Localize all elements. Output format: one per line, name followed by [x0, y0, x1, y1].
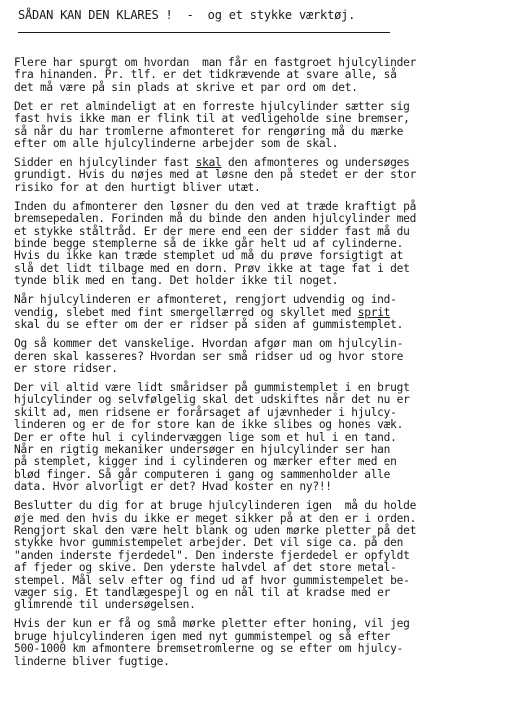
document-body [14, 57, 512, 675]
text-line: hjulcylinder og selvfølgelig skal det udskiftes når det nu er [14, 393, 410, 407]
text-line: skilt ad, men ridsene er forårsaget af ujævnheder i hjulcy- [14, 405, 397, 419]
text-line: Og så kommer det vanskelige. Hvordan afgør man om hjulcylin- [14, 337, 404, 351]
text-line: Inden du afmonterer den løsner du den ved at træde kraftigt på [14, 199, 417, 213]
underlined-word: sprit [357, 305, 391, 319]
text-segment: Sidder en hjulcylinder fast [14, 156, 196, 170]
text-line: risiko for at den hurtigt bliver utæt. [14, 180, 261, 194]
text-line: stykke hvor gummistempelet arbejder. Det vil sige ca. på den [14, 536, 404, 550]
text-line: data. Hvor alvorligt er det? Hvad koster en ny?!! [14, 480, 332, 494]
text-line: øje med den hvis du ikke er meget sikker på at den er i orden. [14, 511, 417, 525]
text-line: skal du se efter om der er ridser på siden af gummistemplet. [14, 318, 404, 332]
text-line: linderne bliver fugtige. [14, 654, 170, 668]
text-line: væger sig. Et tandlægespejl og en nål til at kradse med er [14, 586, 391, 599]
text-line: på stemplet, kigger ind i cylinderen og mærker efter med en [14, 455, 397, 469]
text-line: grundigt. Hvis du nøjes med at løsne den på stedet er der stor [14, 168, 417, 182]
paragraph-8 [14, 500, 512, 612]
paragraph-3 [14, 157, 512, 194]
text-segment: vendig, slebet med fint smergellærred og skyllet med [14, 305, 358, 319]
text-line: af fjeder og skive. Den yderste halvdel af det store metal- [14, 561, 397, 575]
text-line: Beslutter du dig for at bruge hjulcylinderen igen må du holde [14, 499, 417, 513]
text-line: bremsepedalen. Forinden må du binde den anden hjulcylinder med [14, 212, 417, 226]
text-line: Hvis der kun er få og små mørke pletter efter honing, vil jeg [14, 617, 410, 631]
text-line: fra hinanden. Pr. tlf. er det tidkrævende at svare alle, så [14, 68, 397, 82]
text-line: Hvis du ikke kan træde stemplet ud må du prøve forsigtigt at [14, 249, 404, 263]
text-line: bruge hjulcylinderen igen med nyt gummistempel og så efter [14, 629, 391, 643]
text-line: Det er ret almindeligt at en forreste hjulcylinder sætter sig [14, 99, 410, 113]
underlined-word: skal [195, 156, 222, 170]
text-line: Flere har spurgt om hvordan man får en fastgroet hjulcylinder [14, 56, 417, 69]
paragraph-1 [14, 57, 512, 94]
text-line: fast hvis ikke man er flink til at vedligeholde sine bremser, [14, 112, 410, 126]
text-line: blød finger. Så går computeren i gang og sammenholder alle [14, 467, 391, 481]
paragraph-7 [14, 382, 512, 494]
text-line: Når en rigtig mekaniker undersøger en hjulcylinder ser han [14, 442, 391, 456]
paragraph-5 [14, 294, 512, 331]
paragraph-9 [14, 618, 512, 668]
text-line: efter om alle hjulcylinderne arbejder som de skal. [14, 137, 339, 151]
document-title: SÅDAN KAN DEN KLARES ! - og et stykke værktøj. [18, 8, 356, 22]
text-line: slå det lidt tilbage med en dorn. Prøv ikke at tage fat i det [14, 261, 410, 275]
text-line: "anden inderste fjerdedel". Den inderste fjerdedel er opfyldt [14, 548, 410, 562]
text-line: binde begge stemplerne så de ikke går helt ud af cylinderne. [14, 237, 404, 251]
text-line: Rengjort skal den være helt blank og uden mørke pletter på det [14, 523, 417, 537]
text-line: linderen og er de for store kan de ikke slibes og hones væk. [14, 418, 404, 432]
paragraph-2 [14, 101, 512, 151]
text-line: stempel. Mål selv efter og find ud af hvor gummistempelet be- [14, 573, 410, 587]
paragraph-4 [14, 201, 512, 288]
text-line: tynde blik med en tang. Det holder ikke til noget. [14, 274, 339, 288]
text-segment: den afmonteres og undersøges [221, 156, 410, 170]
text-line: det må være på sin plads at skrive et par ord om det. [14, 80, 358, 94]
text-line: Når hjulcylinderen er afmonteret, rengjort udvendig og ind- [14, 293, 397, 307]
text-line: glimrende til undersøgelsen. [14, 598, 196, 612]
text-line: deren skal kasseres? Hvordan ser små ridser ud og hvor store [14, 349, 404, 363]
text-line: Der er ofte hul i cylindervæggen lige som et hul i en tand. [14, 430, 397, 444]
paragraph-6 [14, 338, 512, 375]
text-line: Der vil altid være lidt småridser på gummistemplet i en brugt [14, 380, 410, 394]
text-line: et stykke ståltråd. Er der mere end een der sidder fast må du [14, 224, 410, 238]
title-underline [18, 32, 390, 33]
text-line: er store ridser. [14, 361, 118, 375]
text-line: 500-1000 km afmontere bremsetromlerne og se efter om hjulcy- [14, 642, 404, 656]
text-line: så når du har tromlerne afmonteret for rengøring må du mærke [14, 124, 404, 138]
